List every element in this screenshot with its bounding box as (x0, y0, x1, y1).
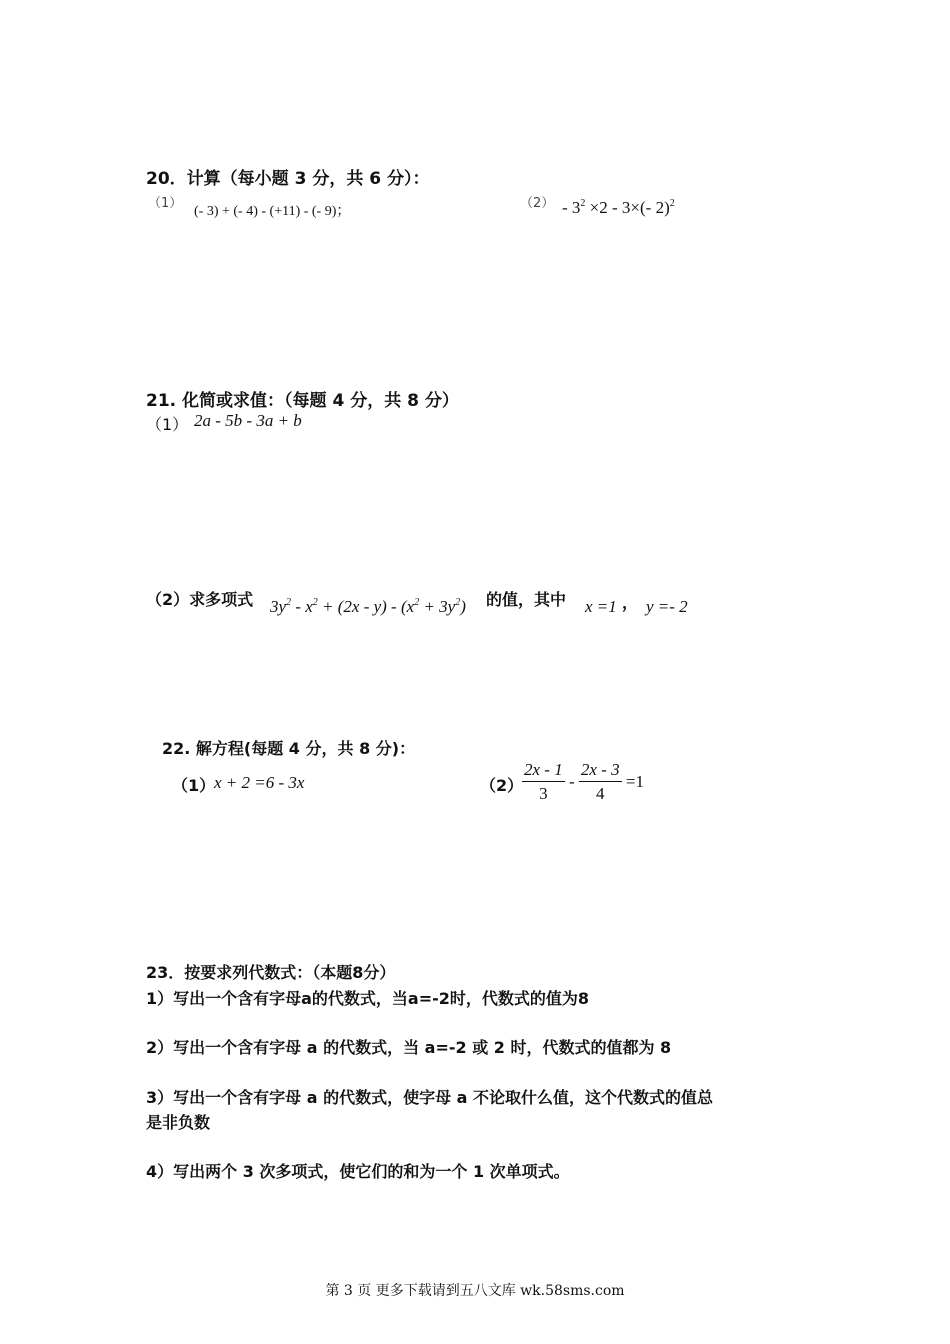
q23-line-4: 4）写出两个 3 次多项式，使它们的和为一个 1 次单项式。 (146, 1162, 570, 1181)
q21-expr-part5: ) (460, 597, 466, 616)
q21-expr-part1: 3y (270, 597, 287, 616)
q21-expr-exp4: 2 (455, 597, 461, 608)
q21-expr-part3: + (2x - y) - (x (317, 597, 415, 616)
q20-title: 20．计算（每小题 3 分，共 6 分）： (146, 169, 430, 189)
q22-fraction-2-denominator: 4 (596, 784, 605, 803)
q22-fraction-1 (522, 760, 565, 804)
q23-title: 23．按要求列代数式：（本题8分） (146, 963, 396, 982)
q20-part1-end: ； (336, 204, 351, 219)
q22-equals-one: =1 (625, 772, 644, 791)
q21-expr-part2: - x (291, 597, 313, 616)
q22-fraction-1-numerator: 2x - 1 (522, 760, 565, 782)
q23-line-2: 2）写出一个含有字母 a 的代数式，当 a=-2 或 2 时，代数式的值都为 8 (146, 1038, 672, 1057)
q21-x-value: x =1 (585, 597, 617, 616)
q21-part1-expression: 2a - 5b - 3a + b (194, 411, 302, 430)
q22-part2-label: （2） (480, 776, 524, 795)
q21-comma: ， (622, 593, 639, 612)
q22-fraction-2 (579, 760, 622, 804)
q20-part1-expression (194, 200, 350, 220)
q21-title: 21. 化简或求值：（每题 4 分，共 8 分） (146, 391, 459, 411)
q20-part2-label: （2） (520, 196, 555, 211)
q21-expr-exp3: 2 (414, 597, 420, 608)
q22-fraction-1-denominator: 3 (539, 784, 548, 803)
q21-y-value: y =- 2 (646, 597, 688, 616)
q21-expr-exp2: 2 (312, 597, 318, 608)
q21-expr-exp1: 2 (286, 597, 292, 608)
q21-part2-expression (270, 597, 466, 617)
q20-part2-exp2: 2 (669, 198, 675, 209)
q20-part2-term1: - 3 (562, 198, 581, 217)
q20-part1-label: （1） (148, 196, 183, 211)
q22-fraction-2-numerator: 2x - 3 (579, 760, 622, 782)
q21-expr-part4: + 3y (419, 597, 456, 616)
q21-part1-label: （1） (146, 415, 189, 434)
q20-part2-expression (562, 198, 675, 218)
page-footer: 第 3 页 更多下载请到五八文库 wk.58sms.com (325, 1283, 625, 1299)
q23-line-3a: 3）写出一个含有字母 a 的代数式，使字母 a 不论取什么值，这个代数式的值总 (146, 1088, 714, 1107)
q22-minus-sign: - (568, 772, 575, 791)
q21-part2-condition: 的值，其中 (486, 590, 567, 609)
q21-part2-label: （2）求多项式 (146, 590, 254, 609)
q22-title: 22. 解方程(每题 4 分，共 8 分)： (162, 739, 416, 758)
q22-part1-label: （1） (172, 776, 216, 795)
q22-part2-expression (522, 760, 644, 804)
q23-line-3b: 是非负数 (146, 1113, 211, 1132)
q20-part2-exp1: 2 (580, 198, 586, 209)
q20-part2-term2: ×2 - 3×(- 2) (585, 198, 670, 217)
q20-part1-expr-text: (- 3) + (- 4) - (+11) - (- 9) (194, 204, 337, 219)
q22-part1-expression: x + 2 =6 - 3x (214, 773, 305, 792)
q23-line-1: 1）写出一个含有字母a的代数式，当a=-2时，代数式的值为8 (146, 989, 590, 1008)
